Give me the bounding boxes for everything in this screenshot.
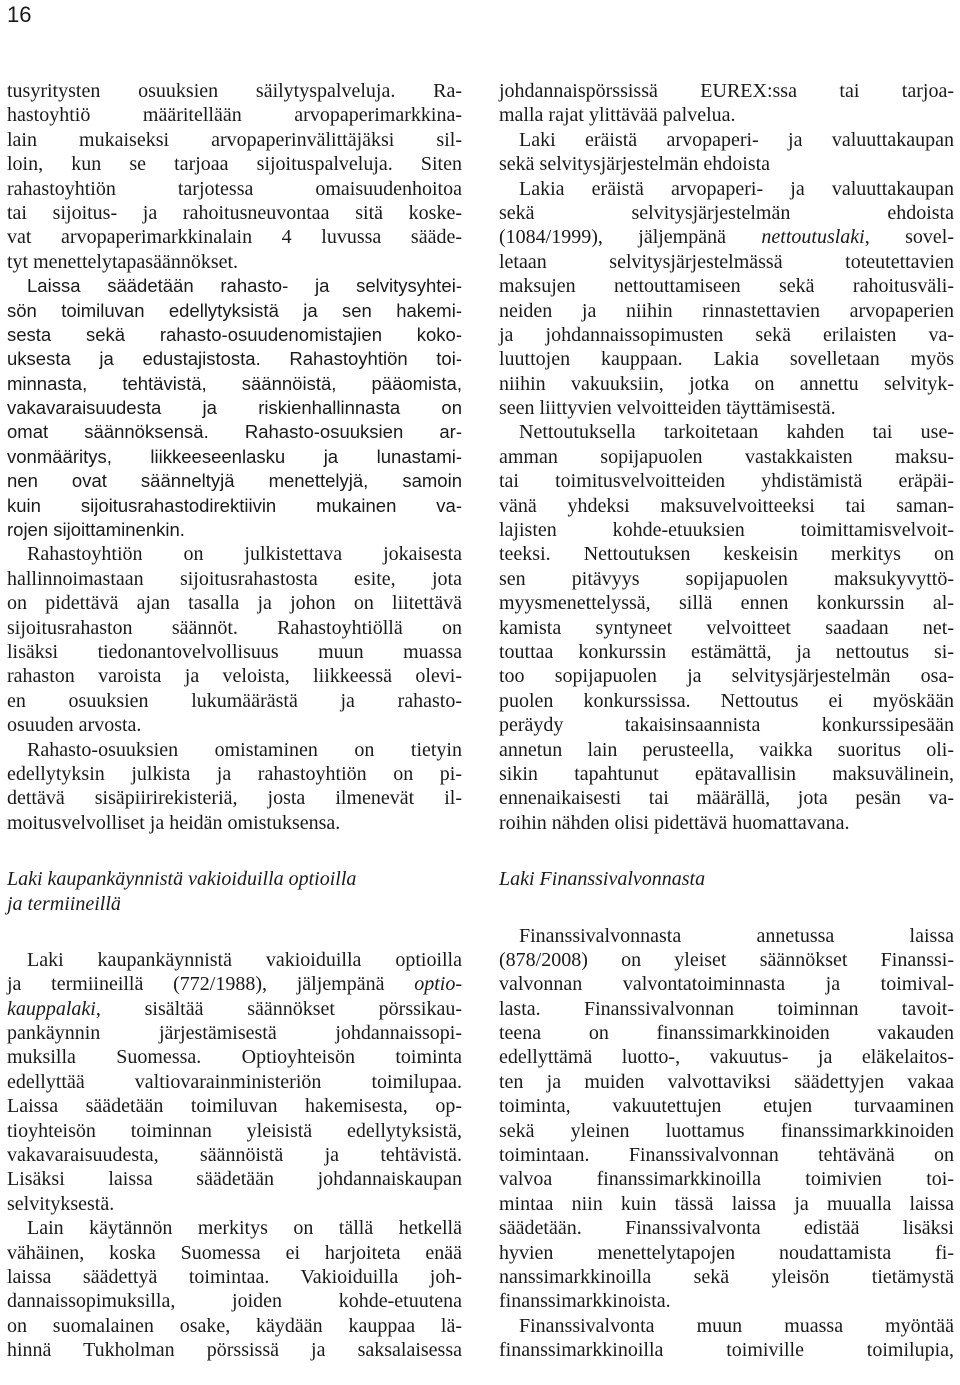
text-line: teeksi. Nettoutuksen keskeisin merkitys on <box>499 543 954 566</box>
text-line: peräydy takaisinsaannista konkurssipesään <box>499 714 954 737</box>
term-nettoutuslaki: nettoutuslaki <box>761 226 865 249</box>
text-line: lajisten kohde-etuuksien toimittamisvelvoit- <box>499 519 954 542</box>
text-line: luuttojen kauppaan. Lakia sovelletaan myös <box>499 348 954 371</box>
text-line: vakavaraisuudesta, säännöistä ja tehtävistä. <box>7 1144 462 1167</box>
text-line: sijoitusrahaston säännöt. Rahastoyhtiöllä on <box>7 616 462 639</box>
text-line: on pidettävä ajan tasalla ja johon on liitettävä <box>7 592 462 615</box>
left-paragraph-6 <box>7 1216 462 1362</box>
right-paragraph-6 <box>499 1314 954 1363</box>
text-line: en osuuksien lukumäärästä ja rahasto- <box>7 689 462 712</box>
left-paragraph-1 <box>7 79 462 274</box>
right-paragraph-1 <box>499 79 954 128</box>
text-line: lasta. Finanssivalvonnan toiminnan tavoit- <box>499 997 954 1020</box>
text-line: vakavaraisuudesta ja riskienhallinnasta on <box>7 397 462 419</box>
text-line: hyvien menettelytapojen noudattamista fi- <box>499 1241 954 1264</box>
text-run: ja termiineillä (772/1988), jäljempänä <box>7 973 415 996</box>
text-line: toimintaan. Finanssivalvonnan tehtävänä on <box>499 1144 954 1167</box>
text-line: mintaa niin kuin tässä laissa ja muualla laissa <box>499 1192 954 1215</box>
text-line: Finanssivalvonnasta annetussa laissa <box>519 924 954 947</box>
text-line: kamista syntyneet velvoitteet saadaan net- <box>499 616 954 639</box>
left-paragraph-3 <box>7 542 462 737</box>
text-line: edellytyksin julkista ja rahastoyhtiön on pi- <box>7 762 462 785</box>
section-heading-finanssivalvonta <box>499 867 954 891</box>
text-line: moitusvelvolliset ja heidän omistuksensa. <box>7 811 341 834</box>
text-line: rojen sijoittaminenkin. <box>7 519 185 541</box>
text-line: sekä selvitysjärjestelmän ehdoista <box>499 153 771 176</box>
text-line: puolen konkurssissa. Nettoutus ei myöskään <box>499 689 954 712</box>
text-line: sekä selvitysjärjestelmän ehdoista <box>499 201 954 224</box>
text-line: omat säännöksensä. Rahasto-osuuksien ar- <box>7 421 462 443</box>
text-line: dannaissopimuksilla, joiden kohde-etuutena <box>7 1290 462 1313</box>
text-line: selvityksestä. <box>7 1192 115 1215</box>
heading-line: ja termiineillä <box>7 892 121 915</box>
text-line: teena on finanssimarkkinoiden vakauden <box>499 1022 954 1045</box>
text-line: valvoa finanssimarkkinoilla toimivien toi- <box>499 1168 954 1191</box>
text-run: (1084/1999), jäljempänä <box>499 226 762 249</box>
text-line: annetun lain perusteella, vaikka suoritus oli- <box>499 738 954 761</box>
text-line: nen ovat säänneltyjä menettelyjä, samoin <box>7 470 462 492</box>
text-line: sekä yleinen luottamus finanssimarkkinoiden <box>499 1119 954 1142</box>
text-line: toiminta, vakuutettujen etujen turvaaminen <box>499 1095 954 1118</box>
heading-line: Laki kaupankäynnistä vakioiduilla optioilla <box>7 868 357 891</box>
text-line: Finanssivalvonta muun muassa myöntää <box>519 1314 954 1337</box>
text-line: Lakia eräistä arvopaperi- ja valuuttakaupan <box>519 177 954 200</box>
right-paragraph-2 <box>499 128 954 177</box>
heading-line: Laki Finanssivalvonnasta <box>499 868 706 891</box>
text-line: hastoyhtiö määritellään arvopaperimarkkina- <box>7 104 462 127</box>
text-line: säädetään. Finanssivalvonta edistää lisäksi <box>499 1217 954 1240</box>
right-paragraph-3 <box>499 177 954 421</box>
right-paragraph-4 <box>499 420 954 835</box>
text-line: vat arvopaperimarkkinalain 4 luvussa sääde- <box>7 226 462 249</box>
text-line: Laki kaupankäynnistä vakioiduilla optioilla <box>27 948 462 971</box>
text-line: hallinnoimastaan sijoitusrahastosta esite, jota <box>7 567 462 590</box>
left-paragraph-5 <box>7 948 462 1216</box>
text-line: minnasta, tehtävistä, säännöistä, pääomista, <box>7 372 462 394</box>
text-line: letaan selvitysjärjestelmässä toteutettavien <box>499 250 954 273</box>
text-line: vänä yhdeksi maksuvelvoitteeksi tai saman- <box>499 494 954 517</box>
page-number: 16 <box>7 2 32 27</box>
text-line: tai sijoitus- ja rahoitusneuvontaa sitä koske- <box>7 201 462 224</box>
text-line: rahastoyhtiön tarjotessa omaisuudenhoitoa <box>7 177 462 200</box>
text-line: rahaston varoista ja veloista, liikkeessä olevi- <box>7 665 462 688</box>
text-line: ennenaikaisesti tai määrällä, jota pesän va- <box>499 787 954 810</box>
text-line: neiden ja niihin rinnastettavien arvopaperien <box>499 299 954 322</box>
text-line: Lisäksi laissa säädetään johdannaiskaupan <box>7 1168 462 1191</box>
text-line: nanssimarkkinoilla sekä yleisön tietämystä <box>499 1265 954 1288</box>
text-line: hinnä Tukholman pörssissä ja saksalaisessa <box>7 1339 462 1362</box>
left-paragraph-4 <box>7 738 462 836</box>
text-line: tusyritysten osuuksien säilytyspalveluja. Ra- <box>7 80 462 102</box>
text-line: vonmääritys, liikkeeseenlasku ja lunastami- <box>7 445 462 467</box>
text-line: sön toimiluvan edellytyksistä ja sen hakemi- <box>7 299 462 321</box>
text-line: uksesta ja edustajistosta. Rahastoyhtiön toi- <box>7 348 462 370</box>
term-optiokauppalaki-part1: optio- <box>414 973 462 996</box>
text-line: kuin sijoitusrahastodirektiivin mukainen va- <box>7 494 462 516</box>
text-line: roihin nähden olisi pidettävä huomattavana. <box>499 811 850 834</box>
text-line: ten ja muiden valvottaviksi säädettyjen vakaa <box>499 1070 954 1093</box>
text-line: pankäynnin järjestämisestä johdannaissopi- <box>7 1022 462 1045</box>
text-line: ja johdannaissopimusten sekä erilaisten va- <box>499 323 954 346</box>
text-line: Lain käytännön merkitys on tällä hetkellä <box>27 1217 462 1240</box>
left-paragraph-2 <box>7 274 462 542</box>
text-line: vähäinen, koska Suomessa ei harjoiteta enää <box>7 1241 462 1264</box>
text-line: dettävä sisäpiirirekisteriä, josta ilmenevät il- <box>7 787 462 810</box>
text-line: (878/2008) on yleiset säännökset Finanssi- <box>499 948 954 971</box>
text-line: muksilla Suomessa. Optioyhteisön toiminta <box>7 1046 462 1069</box>
text-line: touttaa konkurssin estämättä, ja nettoutus si- <box>499 640 954 663</box>
text-line: maksujen nettouttamiseen sekä rahoitusväli- <box>499 275 954 298</box>
text-line: lain mukaiseksi arvopaperinvälittäjäksi sil- <box>7 128 462 151</box>
text-line: Laissa säädetään rahasto- ja selvitysyhtei- <box>27 275 462 297</box>
text-line <box>7 997 462 1021</box>
text-line: Nettoutuksella tarkoitetaan kahden tai use- <box>519 421 954 444</box>
text-line: johdannaispörssissä EUREX:ssa tai tarjoa- <box>499 80 954 102</box>
text-line: tyt menettelytapasäännökset. <box>7 250 239 273</box>
text-line: Laki eräistä arvopaperi- ja valuuttakaupan <box>519 128 954 151</box>
text-line: valvonnan valvontatoiminnasta ja toimival- <box>499 973 954 996</box>
right-column <box>499 79 954 1363</box>
text-line: malla rajat ylittävää palvelua. <box>499 104 736 127</box>
text-line: sen pitävyys sopijapuolen maksukyvyttö- <box>499 567 954 590</box>
text-line: osuuden arvosta. <box>7 714 142 737</box>
text-line: edellyttämä luotto-, vakuutus- ja eläkelaitos- <box>499 1046 954 1069</box>
text-line: on suomalainen osake, käydään kauppaa lä- <box>7 1314 462 1337</box>
left-column <box>7 79 462 1363</box>
text-line <box>499 225 954 249</box>
text-line: loin, kun se tarjoaa sijoituspalveluja. Siten <box>7 153 462 176</box>
text-line: edellyttää valtiovarainministeriön toimilupaa. <box>7 1070 462 1093</box>
text-run: , sovel- <box>864 226 954 249</box>
text-line: myysmenettelyssä, sillä ennen konkurssin al- <box>499 592 954 615</box>
text-line: sesta sekä rahasto-osuudenomistajien koko- <box>7 323 462 345</box>
text-line: laissa säädettyä toimintaa. Vakioiduilla joh- <box>7 1265 462 1288</box>
right-paragraph-5 <box>499 924 954 1314</box>
text-line: too sopijapuolen ja selvitysjärjestelmän osa- <box>499 665 954 688</box>
section-heading-optiokauppalaki <box>7 867 462 916</box>
text-line: niihin vakuuksiin, jotka on annettu selvityk- <box>499 372 954 395</box>
text-line: amman sopijapuolen vastakkaisten maksu- <box>499 445 954 468</box>
text-line: lisäksi tiedonantovelvollisuus muun muassa <box>7 640 462 663</box>
text-line: tai toimitusvelvoitteiden yhdistämistä eräpäi- <box>499 470 954 493</box>
text-line: seen liittyvien velvoitteiden täyttämisestä. <box>499 397 836 420</box>
text-line: finanssimarkkinoilla toimiville toimilupia, <box>499 1339 954 1362</box>
text-line: Laissa säädetään toimiluvan hakemisesta, op- <box>7 1095 462 1118</box>
text-run: , sisältää säännökset pörssikau- <box>95 997 462 1020</box>
text-line: Rahasto-osuuksien omistaminen on tietyin <box>27 738 462 761</box>
text-line: sikin tapahtunut epätavallisin maksuvälinein, <box>499 762 954 785</box>
text-line: Rahastoyhtiön on julkistettava jokaisesta <box>27 543 462 566</box>
text-line: finanssimarkkinoista. <box>499 1290 671 1313</box>
term-optiokauppalaki-part2: kauppalaki <box>7 997 96 1020</box>
text-line <box>7 972 462 996</box>
text-line: tioyhteisön toiminnan yleisistä edellytyksistä, <box>7 1119 462 1142</box>
